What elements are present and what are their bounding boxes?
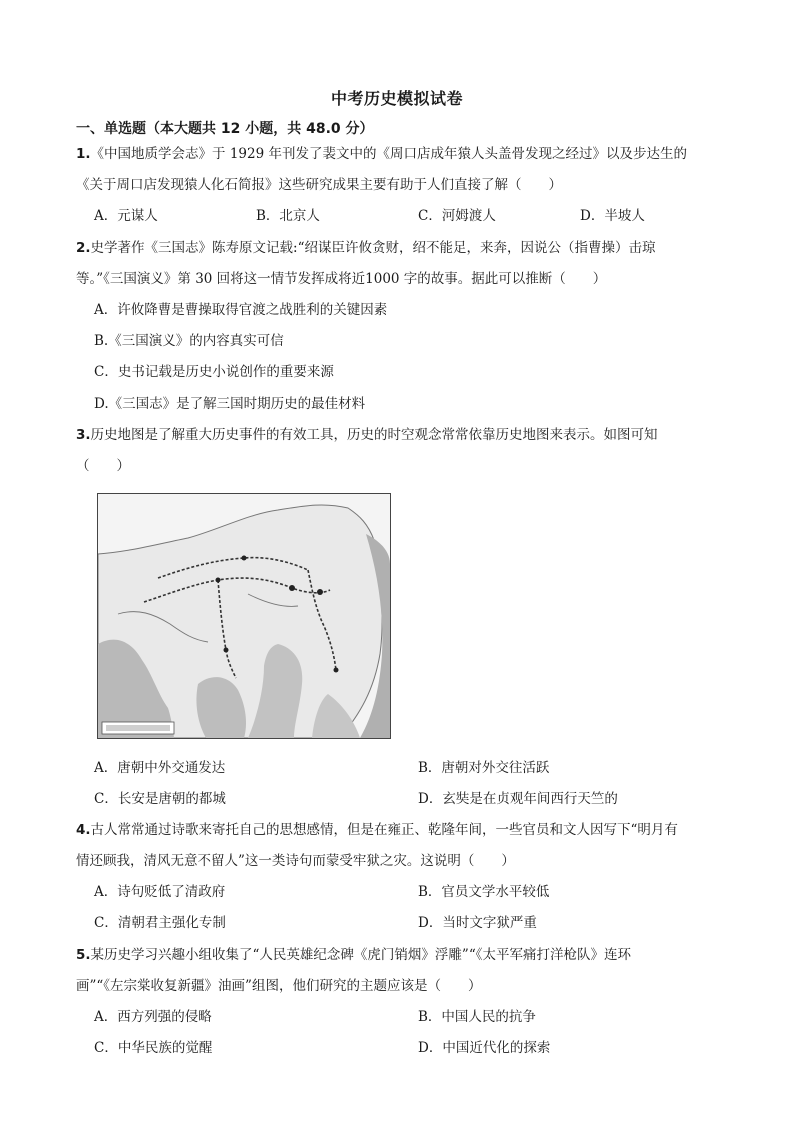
question-number: 5. <box>76 947 91 963</box>
page-title: 中考历史模拟试卷 <box>330 89 463 108</box>
question-3-line-2: （ ） <box>76 458 130 474</box>
question-text: 史学著作《三国志》陈寿原文记载:“绍谋臣许攸贪财，绍不能足，来奔，因说公（指曹操）击琼 <box>90 240 656 256</box>
question-2-line-2: 等。”《三国演义》第 30 回将这一情节发挥成将近1000 字的故事。据此可以推断（ ） <box>76 271 607 287</box>
section-heading: 一、单选题（本大题共 12 小题，共 48.0 分） <box>76 121 374 137</box>
question-5-line-2: 画”“《左宗棠收复新疆》油画”组图，他们研究的主题应该是（ ） <box>76 978 482 994</box>
question-3-line-1 <box>76 425 736 445</box>
option-b[interactable]: B．官员文学水平较低 <box>418 884 550 900</box>
option-b[interactable]: B．北京人 <box>256 208 320 224</box>
question-number: 4. <box>76 822 91 838</box>
question-text: 古人常常通过诗歌来寄托自己的思想感情，但是在雍正、乾隆年间，一些官员和文人因写下“明月有 <box>90 822 678 838</box>
option-b[interactable]: B．中国人民的抗争 <box>418 1009 536 1025</box>
option-d[interactable]: D．半坡人 <box>580 208 645 224</box>
option-a[interactable]: A．西方列强的侵略 <box>94 1009 212 1025</box>
option-c[interactable]: C．史书记载是历史小说创作的重要来源 <box>94 364 334 380</box>
option-d[interactable]: D．玄奘是在贞观年间西行天竺的 <box>418 791 618 807</box>
option-a[interactable]: A．许攸降曹是曹操取得官渡之战胜利的关键因素 <box>94 302 388 318</box>
question-1-line-1 <box>76 144 736 164</box>
question-1-line-2: 《关于周口店发现猿人化石简报》这些研究成果主要有助于人们直接了解（ ） <box>76 177 562 193</box>
option-d[interactable]: D．中国近代化的探索 <box>418 1040 551 1056</box>
option-c[interactable]: C．长安是唐朝的都城 <box>94 791 226 807</box>
question-4-line-1 <box>76 820 736 840</box>
option-a[interactable]: A．唐朝中外交通发达 <box>94 760 226 776</box>
option-b[interactable]: B．唐朝对外交往活跃 <box>418 760 550 776</box>
question-number: 3. <box>76 427 91 443</box>
tang-dynasty-map-image <box>97 493 391 739</box>
question-number: 2. <box>76 240 91 256</box>
question-text: 历史地图是了解重大历史事件的有效工具，历史的时空观念常常依靠历史地图来表示。如图可知 <box>90 427 658 443</box>
question-5-line-1 <box>76 945 736 965</box>
question-text: 某历史学习兴趣小组收集了“人民英雄纪念碑《虎门销烟》浮雕”“《太平军痛打洋枪队》连环 <box>90 947 631 963</box>
question-4-line-2: 情还顾我，清风无意不留人”这一类诗句而蒙受牢狱之灾。这说明（ ） <box>76 853 515 869</box>
option-a[interactable]: A．诗句贬低了清政府 <box>94 884 226 900</box>
option-c[interactable]: C．中华民族的觉醒 <box>94 1040 213 1056</box>
map-graphic <box>98 494 390 738</box>
question-text: 《中国地质学会志》于 1929 年刊发了裴文中的《周口店成年猿人头盖骨发现之经过》以及步达生的 <box>90 146 687 162</box>
question-2-line-1 <box>76 238 736 258</box>
option-d[interactable]: D．当时文字狱严重 <box>418 915 537 931</box>
question-number: 1. <box>76 146 91 162</box>
option-b[interactable]: B.《三国演义》的内容真实可信 <box>94 333 284 349</box>
option-d[interactable]: D.《三国志》是了解三国时期历史的最佳材料 <box>94 396 366 412</box>
option-c[interactable]: C．清朝君主强化专制 <box>94 915 226 931</box>
option-a[interactable]: A．元谋人 <box>94 208 158 224</box>
option-c[interactable]: C．河姆渡人 <box>418 208 496 224</box>
